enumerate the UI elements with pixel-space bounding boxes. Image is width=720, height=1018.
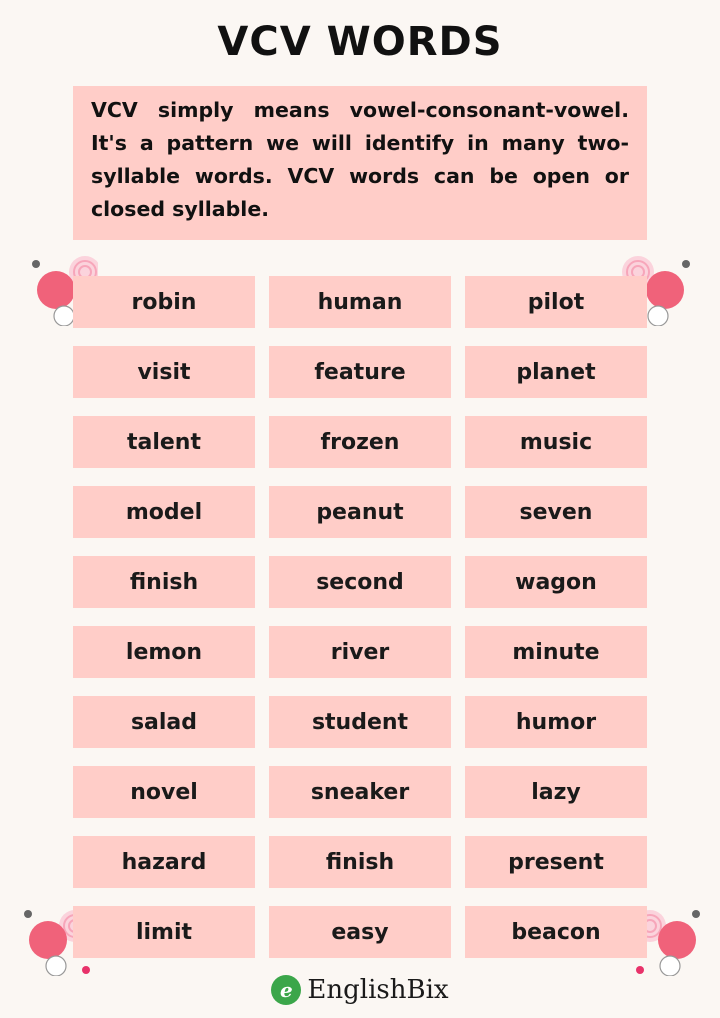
word-cell: limit: [73, 906, 255, 958]
page-title: VCV WORDS: [217, 19, 503, 65]
word-cell: pilot: [465, 276, 647, 328]
footer-brand: [0, 973, 720, 1007]
word-cell: hazard: [73, 836, 255, 888]
word-cell: lemon: [73, 626, 255, 678]
word-grid: [73, 276, 648, 958]
word-cell: robin: [73, 276, 255, 328]
word-cell: frozen: [269, 416, 451, 468]
word-cell: sneaker: [269, 766, 451, 818]
word-cell: human: [269, 276, 451, 328]
word-cell: present: [465, 836, 647, 888]
word-cell: student: [269, 696, 451, 748]
word-cell: second: [269, 556, 451, 608]
word-cell: lazy: [465, 766, 647, 818]
word-cell: feature: [269, 346, 451, 398]
word-cell: beacon: [465, 906, 647, 958]
word-cell: salad: [73, 696, 255, 748]
brand-name: EnglishBix: [307, 975, 449, 1005]
intro-box: VCV simply means vowel-consonant-vowel. It's a pattern we will identify in many two-syllable words. VCV words can be open or closed syllable.: [73, 86, 647, 240]
word-cell: seven: [465, 486, 647, 538]
word-cell: river: [269, 626, 451, 678]
word-cell: easy: [269, 906, 451, 958]
englishbix-logo-icon: e: [271, 975, 301, 1005]
word-cell: minute: [465, 626, 647, 678]
word-cell: model: [73, 486, 255, 538]
word-cell: music: [465, 416, 647, 468]
word-cell: finish: [269, 836, 451, 888]
word-cell: talent: [73, 416, 255, 468]
word-cell: peanut: [269, 486, 451, 538]
word-cell: finish: [73, 556, 255, 608]
word-cell: humor: [465, 696, 647, 748]
word-cell: wagon: [465, 556, 647, 608]
word-cell: planet: [465, 346, 647, 398]
word-cell: visit: [73, 346, 255, 398]
word-cell: novel: [73, 766, 255, 818]
